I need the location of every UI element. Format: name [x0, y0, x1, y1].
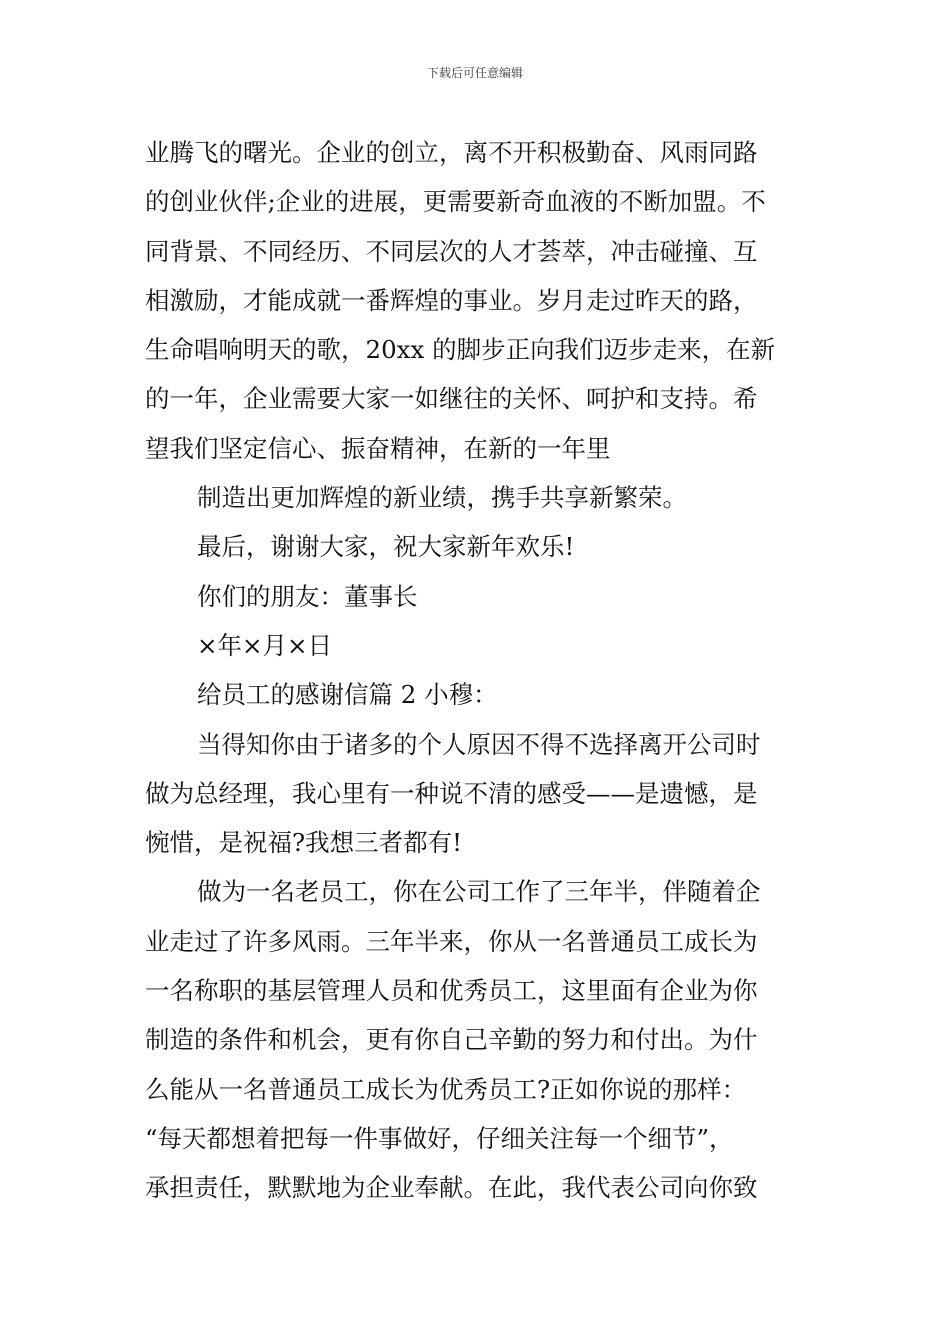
text-line: 生命唱响明天的歌，20xx 的脚步正向我们迈步走来，在新	[145, 335, 776, 365]
text-line: ×年×月×日	[197, 630, 333, 660]
text-line: 的创业伙伴;企业的进展，更需要新奇血液的不断加盟。不	[145, 187, 766, 217]
text-line: 相激励，才能成就一番辉煌的事业。岁月走过昨天的路，	[145, 285, 758, 315]
text-line: 一名称职的基层管理人员和优秀员工，这里面有企业为你	[145, 976, 758, 1006]
text-line: 做为总经理，我心里有一种说不清的感受——是遗憾，是	[145, 778, 758, 808]
page-header-note: 下载后可任意编辑	[426, 66, 523, 80]
text-line: “每天都想着把每一件事做好，仔细关注每一个细节”，	[145, 1123, 734, 1153]
text-line: 业腾飞的曙光。企业的创立，离不开积极勤奋、风雨同路	[145, 138, 758, 167]
text-line: 望我们坚定信心、振奋精神，在新的一年里	[145, 433, 611, 463]
text-line: 制造出更加辉煌的新业绩，携手共享新繁荣。	[197, 483, 687, 513]
text-line: 你们的朋友：董事长	[197, 581, 418, 611]
text-line: 同背景、不同经历、不同层次的人才荟萃，冲击碰撞、互	[145, 236, 758, 266]
text-line: 业走过了许多风雨。三年半来，你从一名普通员工成长为	[145, 926, 758, 956]
text-line: 做为一名老员工，你在公司工作了三年半，伴随着企	[197, 877, 761, 907]
text-line: 当得知你由于诸多的个人原因不得不选择离开公司时	[197, 729, 761, 759]
text-line: 最后，谢谢大家，祝大家新年欢乐!	[197, 532, 575, 562]
document-body	[145, 128, 810, 1213]
text-line: 制造的条件和机会，更有你自己辛勤的努力和付出。为什	[145, 1025, 758, 1055]
text-line: 给员工的感谢信篇 2 小穆：	[197, 680, 498, 710]
text-line: 么能从一名普通员工成长为优秀员工?正如你说的那样：	[145, 1074, 747, 1104]
text-line: 承担责任，默默地为企业奉献。在此，我代表公司向你致	[145, 1173, 758, 1203]
text-line: 惋惜，是祝福?我想三者都有!	[145, 828, 462, 858]
text-line: 的一年，企业需要大家一如继往的关怀、呵护和支持。希	[145, 384, 758, 414]
